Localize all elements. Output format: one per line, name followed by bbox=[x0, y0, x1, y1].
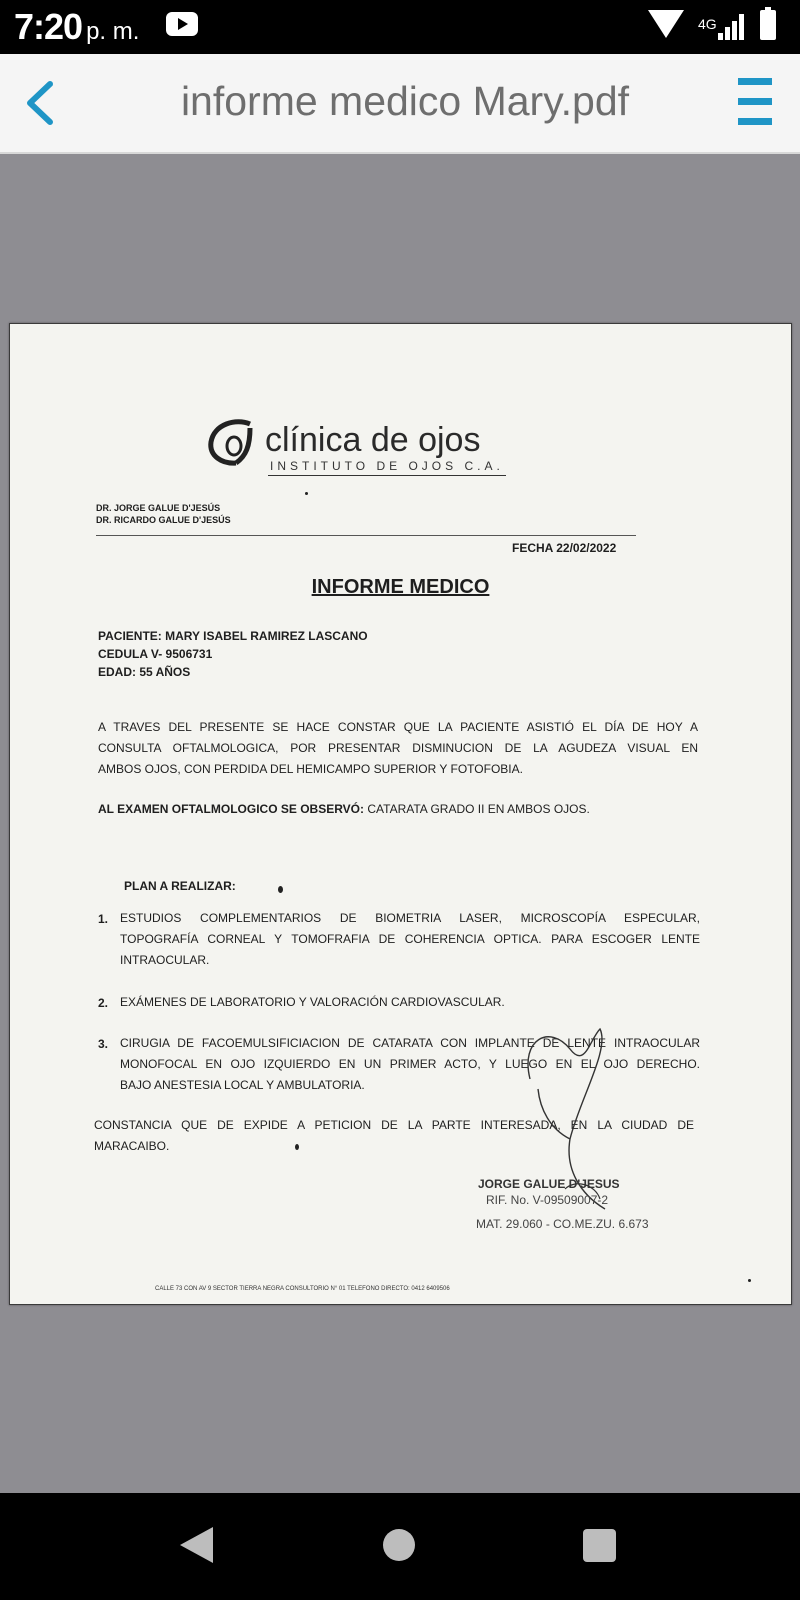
plan-label: PLAN A REALIZAR: bbox=[124, 879, 236, 893]
nav-home-button[interactable] bbox=[383, 1529, 415, 1561]
scan-speck bbox=[305, 492, 308, 495]
header-divider bbox=[96, 535, 636, 536]
network-type: 4G bbox=[698, 16, 717, 32]
nav-recents-button[interactable] bbox=[583, 1529, 616, 1562]
plan-item-3-line-1: CIRUGIA DE FACOEMULSIFICIACION DE CATARATA CON IMPLANTE DE LENTE INTRAOCULAR bbox=[120, 1036, 700, 1050]
patient-cedula: CEDULA V- 9506731 bbox=[98, 647, 213, 661]
patient-name: PACIENTE: MARY ISABEL RAMIREZ LASCANO bbox=[98, 629, 368, 643]
scan-speck bbox=[295, 1144, 299, 1150]
exam-value: CATARATA GRADO II EN AMBOS OJOS. bbox=[364, 802, 590, 816]
status-ampm: p. m. bbox=[86, 18, 140, 45]
plan-item-1-line-3: INTRAOCULAR. bbox=[120, 953, 210, 967]
status-time-value: 7:20 bbox=[14, 6, 83, 47]
back-button[interactable] bbox=[22, 80, 62, 126]
plan-item-3-number: 3. bbox=[98, 1037, 109, 1051]
plan-item-1-number: 1. bbox=[98, 912, 109, 926]
doctor-name-2: DR. RICARDO GALUE D'JESÚS bbox=[96, 515, 231, 525]
document-heading-text: INFORME MEDICO bbox=[311, 576, 490, 598]
plan-item-2-line-1: EXÁMENES DE LABORATORIO Y VALORACIÓN CARDIOVASCULAR. bbox=[120, 995, 505, 1009]
constancia-line-1: CONSTANCIA QUE DE EXPIDE A PETICION DE LA PARTE INTERESADA, EN LA CIUDAD DE bbox=[94, 1118, 694, 1132]
intro-line-3: AMBOS OJOS, CON PERDIDA DEL HEMICAMPO SUPERIOR Y FOTOFOBIA. bbox=[98, 762, 523, 776]
signature-mat: MAT. 29.060 - CO.ME.ZU. 6.673 bbox=[476, 1217, 649, 1231]
plan-item-3-line-2: MONOFOCAL EN OJO IZQUIERDO EN UN PRIMER ACTO, Y LUEGO EN EL OJO DERECHO. bbox=[120, 1057, 700, 1071]
scan-speck bbox=[748, 1279, 751, 1282]
signature-rif: RIF. No. V-09509007-2 bbox=[486, 1193, 609, 1207]
doctor-name-1: DR. JORGE GALUE D'JESÚS bbox=[96, 503, 221, 513]
chevron-left-icon bbox=[22, 80, 62, 126]
logo-underline bbox=[268, 475, 506, 476]
exam-finding bbox=[98, 799, 698, 820]
battery-icon bbox=[760, 10, 776, 40]
document-footer: CALLE 73 CON AV 9 SECTOR TIERRA NEGRA CONSULTORIO N° 01 TELEFONO DIRECTO: 0412 6409506 bbox=[155, 1286, 450, 1292]
plan-item-3-line-3: BAJO ANESTESIA LOCAL Y AMBULATORIA. bbox=[120, 1078, 365, 1092]
scan-speck bbox=[278, 886, 283, 893]
plan-item-1-line-1: ESTUDIOS COMPLEMENTARIOS DE BIOMETRIA LASER, MICROSCOPÍA ESPECULAR, bbox=[120, 911, 700, 925]
document-title: informe medico Mary.pdf bbox=[180, 78, 630, 124]
status-bar bbox=[0, 0, 800, 54]
plan-item-1-line-2: TOPOGRAFÍA CORNEAL Y TOMOFRAFIA DE COHERENCIA OPTICA. PARA ESCOGER LENTE bbox=[120, 932, 700, 946]
plan-item-2-number: 2. bbox=[98, 996, 109, 1010]
nav-back-button[interactable] bbox=[180, 1527, 213, 1563]
patient-age: EDAD: 55 AÑOS bbox=[98, 665, 191, 679]
constancia-line-2: MARACAIBO. bbox=[94, 1139, 170, 1153]
clinic-name: clínica de ojos bbox=[265, 421, 481, 459]
intro-line-2: CONSULTA OFTALMOLOGICA, POR PRESENTAR DISMINUCION DE LA AGUDEZA VISUAL EN bbox=[98, 741, 698, 755]
intro-line-1: A TRAVES DEL PRESENTE SE HACE CONSTAR QUE LA PACIENTE ASISTIÓ EL DÍA DE HOY A bbox=[98, 720, 698, 734]
signal-icon bbox=[718, 12, 748, 40]
pdf-page[interactable] bbox=[9, 323, 792, 1305]
signature-name: JORGE GALUE D'JESUS bbox=[478, 1177, 620, 1191]
document-date: FECHA 22/02/2022 bbox=[512, 541, 617, 555]
menu-button[interactable] bbox=[738, 78, 774, 126]
exam-label: AL EXAMEN OFTALMOLOGICO SE OBSERVÓ: bbox=[98, 802, 365, 816]
clinic-logo-icon bbox=[206, 416, 258, 468]
document-heading bbox=[10, 576, 791, 599]
navigation-bar bbox=[0, 1493, 800, 1600]
youtube-notification-icon bbox=[166, 12, 198, 36]
app-bar bbox=[0, 54, 800, 154]
status-time bbox=[14, 6, 139, 48]
clinic-subtitle: INSTITUTO DE OJOS C.A. bbox=[270, 459, 504, 473]
wifi-icon bbox=[648, 10, 684, 38]
